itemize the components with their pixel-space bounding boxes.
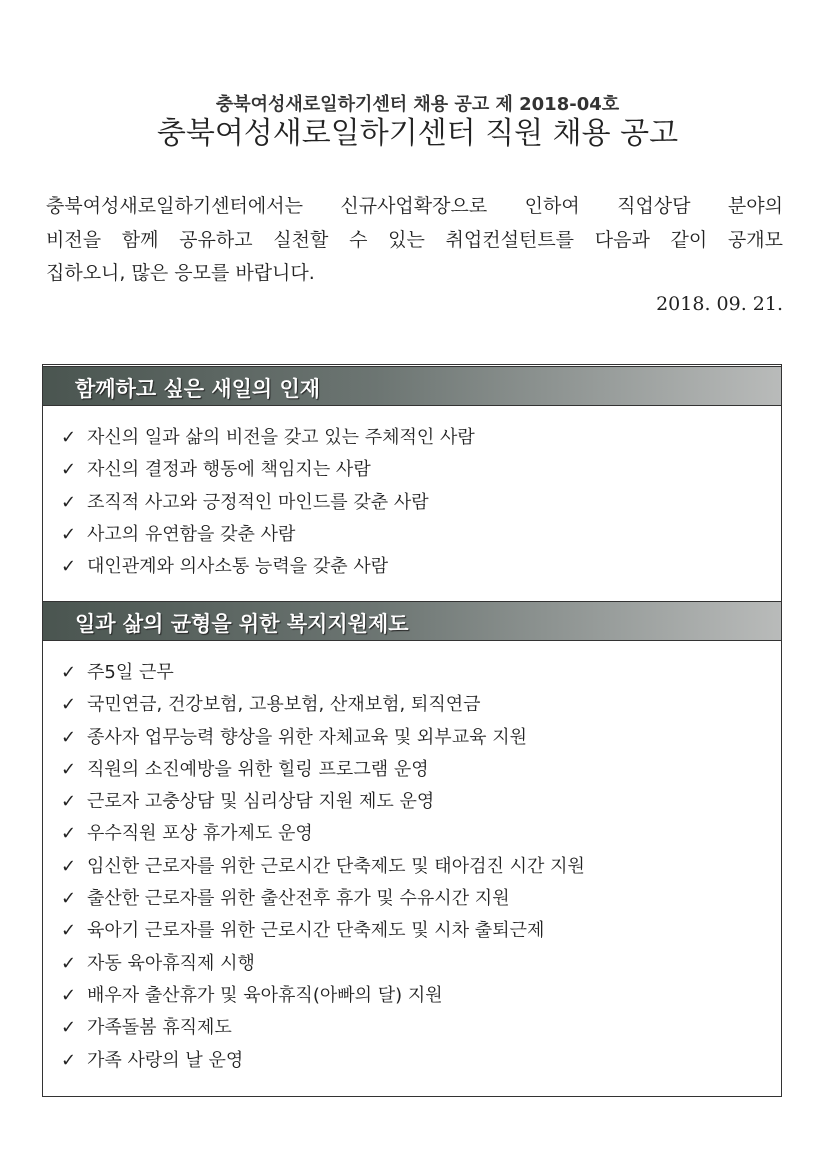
list-item-text: 종사자 업무능력 향상을 위한 자체교육 및 외부교육 지원 [87,726,527,748]
check-icon: ✓ [61,791,77,813]
check-icon: ✓ [61,888,77,910]
list-item-text: 국민연금, 건강보험, 고용보험, 산재보험, 퇴직연금 [87,694,481,716]
notice-number: 충북여성새로일하기센터 채용 공고 제 2018-04호 [215,94,620,115]
check-icon: ✓ [61,556,77,578]
list-item-text: 주5일 근무 [87,662,174,683]
list-item [61,551,475,583]
list-item [61,851,585,883]
list-item [61,722,585,754]
welfare-list [61,657,585,1077]
list-item [61,754,585,786]
section-heading: 일과 삶의 균형을 위한 복지지원제도 [75,612,409,636]
list-item-text: 육아기 근로자를 위한 근로시간 단축제도 및 시차 출퇴근제 [87,920,545,942]
list-item-text: 조직적 사고와 긍정적인 마인드를 갖춘 사람 [87,491,429,513]
list-item-text: 자신의 결정과 행동에 책임지는 사람 [87,459,371,481]
list-item-text: 배우자 출산휴가 및 육아휴직(아빠의 달) 지원 [87,984,443,1006]
check-icon: ✓ [61,758,77,780]
list-item-text: 가족돌봄 휴직제도 [87,1017,232,1039]
intro-line: 비전을 함께 공유하고 실천할 수 있는 취업컨설턴트를 다음과 같이 공개모 [46,228,783,251]
notice-date: 2018. 09. 21. [656,293,783,315]
list-item-text: 자신의 일과 삶의 비전을 갖고 있는 주체적인 사람 [87,427,475,448]
check-icon: ✓ [61,459,77,481]
list-item [61,422,475,454]
check-icon: ✓ [61,427,77,448]
check-icon: ✓ [61,1017,77,1039]
check-icon: ✓ [61,1049,77,1071]
list-item-text: 사고의 유연함을 갖춘 사람 [87,523,296,545]
list-item [61,1045,585,1077]
list-item-text: 출산한 근로자를 위한 출산전후 휴가 및 수유시간 지원 [87,888,510,910]
intro-paragraph [46,190,783,291]
list-item [61,487,475,519]
section-header-welfare [43,601,781,641]
list-item-text: 우수직원 포상 휴가제도 운영 [87,823,313,845]
list-item-text: 근로자 고충상담 및 심리상담 지원 제도 운영 [87,791,435,813]
list-item [61,980,585,1012]
check-icon: ✓ [61,523,77,545]
talent-list [61,422,475,583]
content-box [42,364,782,1097]
check-icon: ✓ [61,984,77,1006]
check-icon: ✓ [61,491,77,513]
list-item [61,948,585,980]
section-heading: 함께하고 싶은 새일의 인재 [75,377,321,401]
list-item-text: 자동 육아휴직제 시행 [87,952,255,974]
list-item [61,1012,585,1044]
list-item [61,519,475,551]
list-item-text: 대인관계와 의사소통 능력을 갖춘 사람 [87,556,389,578]
list-item [61,454,475,486]
list-item-text: 직원의 소진예방을 위한 힐링 프로그램 운영 [87,758,429,780]
list-item [61,915,585,947]
list-item-text: 임신한 근로자를 위한 근로시간 단축제도 및 태아검진 시간 지원 [87,855,585,877]
list-item [61,786,585,818]
check-icon: ✓ [61,823,77,845]
check-icon: ✓ [61,920,77,942]
check-icon: ✓ [61,855,77,877]
list-item [61,689,585,721]
check-icon: ✓ [61,662,77,683]
check-icon: ✓ [61,726,77,748]
list-item [61,818,585,850]
check-icon: ✓ [61,952,77,974]
section-header-talent [43,366,781,406]
list-item [61,883,585,915]
page-title: 충북여성새로일하기센터 직원 채용 공고 [156,116,679,151]
check-icon: ✓ [61,694,77,716]
intro-line: 충북여성새로일하기센터에서는 신규사업확장으로 인하여 직업상담 분야의 [46,195,783,217]
intro-line: 집하오니, 많은 응모를 바랍니다. [46,262,315,284]
list-item-text: 가족 사랑의 날 운영 [87,1049,244,1071]
list-item [61,657,585,689]
